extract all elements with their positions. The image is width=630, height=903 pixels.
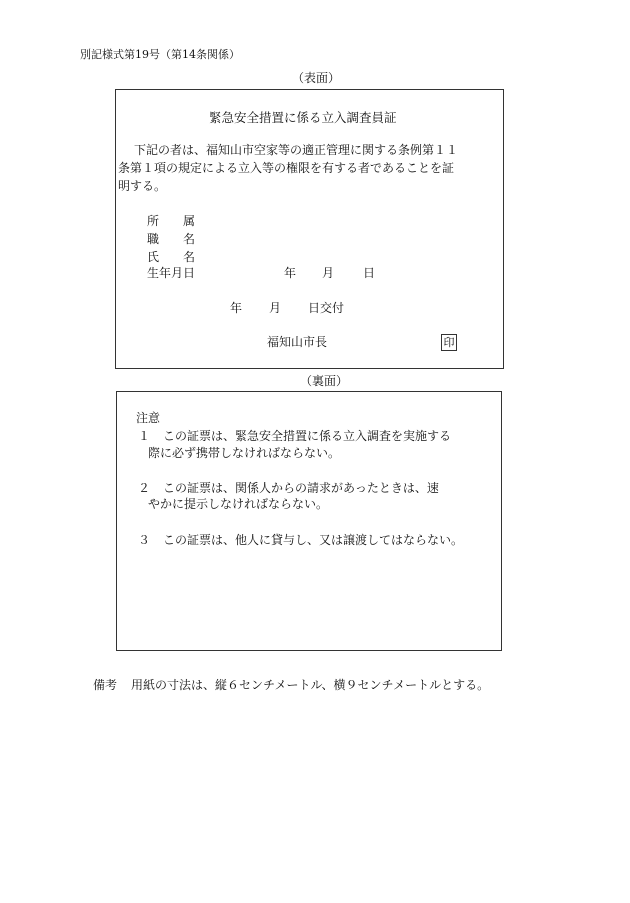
issue-month-label: 月	[269, 301, 282, 315]
field-label-birthdate: 生年月日	[147, 266, 196, 280]
notice-item-2-number: ２	[138, 481, 151, 495]
issue-year-label: 年	[230, 301, 243, 315]
certificate-body-line-3: 明する。	[118, 179, 167, 193]
certificate-title: 緊急安全措置に係る立入調査員証	[209, 110, 397, 125]
remarks-label: 備考	[93, 678, 118, 692]
field-label-name: 氏 名	[147, 250, 196, 264]
birth-day-label: 日	[363, 266, 376, 280]
birth-month-label: 月	[322, 266, 335, 280]
field-label-position: 職 名	[147, 232, 196, 246]
notice-item-1-line-1: この証票は、緊急安全措置に係る立入調査を実施する	[163, 429, 452, 443]
notice-item-1-number: １	[138, 429, 151, 443]
issuer-label: 福知山市長	[267, 335, 328, 349]
notice-item-1-line-2: 際に必ず携帯しなければならない。	[148, 446, 341, 460]
front-card	[115, 89, 504, 369]
birth-year-label: 年	[284, 266, 297, 280]
field-label-affiliation: 所 属	[147, 214, 196, 228]
back-caption: （裏面）	[300, 374, 349, 388]
notice-item-3-number: ３	[138, 533, 151, 547]
issue-day-label: 日交付	[308, 301, 345, 315]
back-card	[116, 391, 502, 651]
seal-mark: 印	[441, 334, 457, 351]
certificate-body-line-1: 下記の者は、福知山市空家等の適正管理に関する条例第１１	[134, 143, 459, 157]
notice-item-2-line-1: この証票は、関係人からの請求があったときは、速	[163, 481, 439, 495]
remarks-text: 用紙の寸法は、縦６センチメートル、横９センチメートルとする。	[131, 678, 490, 692]
form-number-label: 別記様式第19号（第14条関係）	[80, 48, 240, 61]
front-caption: （表面）	[292, 71, 341, 85]
notice-heading: 注意	[136, 411, 161, 425]
certificate-body-line-2: 条第１項の規定による立入等の権限を有する者であることを証	[118, 161, 455, 175]
notice-item-3-line-1: この証票は、他人に貸与し、又は譲渡してはならない。	[163, 533, 464, 547]
notice-item-2-line-2: やかに提示しなければならない。	[148, 497, 329, 511]
